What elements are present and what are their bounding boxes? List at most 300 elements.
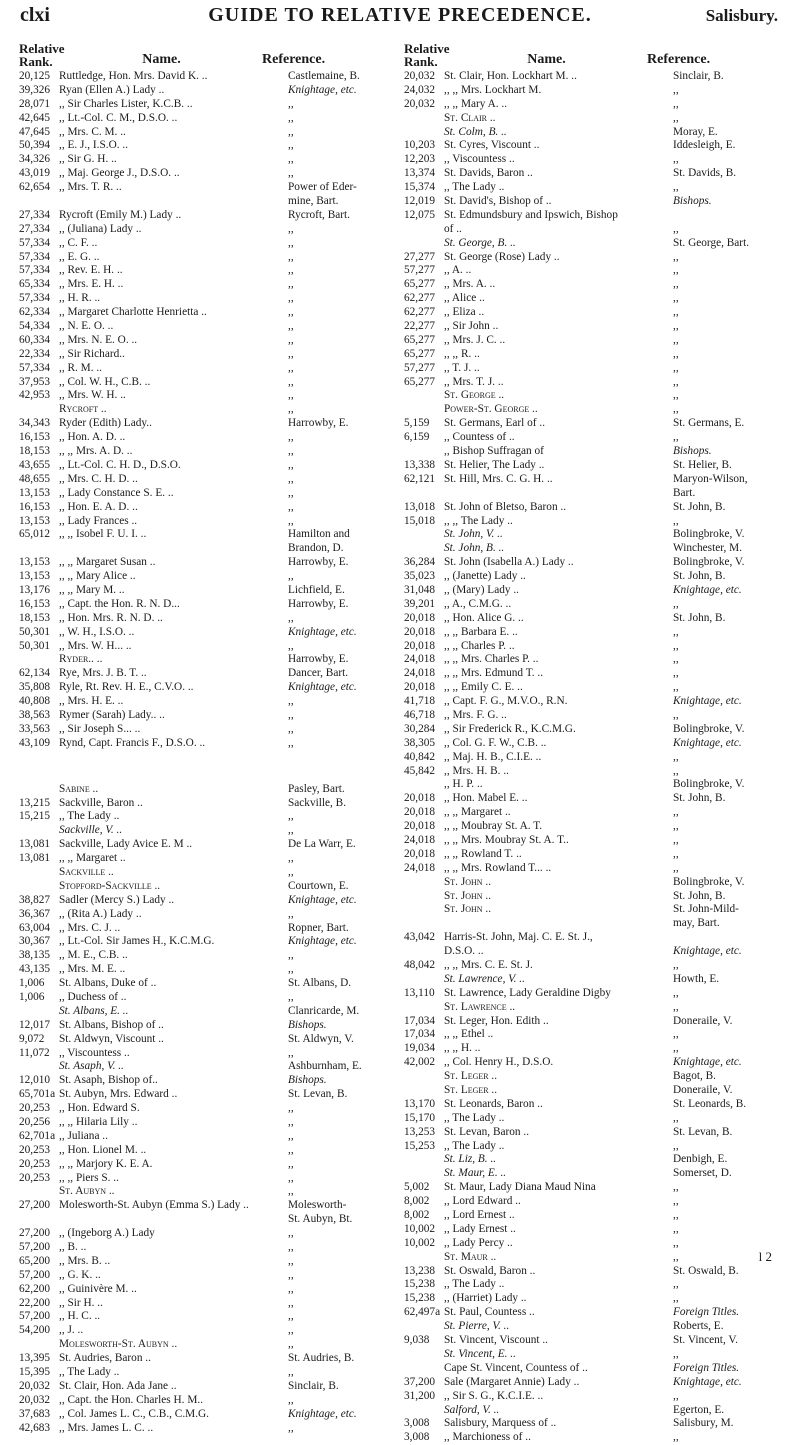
entry-row	[404, 917, 789, 931]
entry-reference: ,,	[288, 167, 294, 180]
entry-name: Cape St. Vincent, Countess of ..	[444, 1361, 588, 1374]
entry-row	[19, 126, 404, 140]
rank-value: 57,277	[404, 264, 436, 277]
entry-row	[19, 320, 404, 334]
rank-value: 33,563	[19, 722, 51, 735]
entry-reference: ,,	[673, 403, 679, 416]
entry-reference: ,,	[673, 264, 679, 277]
entry-reference: Courtown, E.	[288, 879, 349, 892]
rank-value: 13,395	[19, 1352, 51, 1365]
rank-value: 12,017	[19, 1018, 51, 1031]
entry-row	[19, 1324, 404, 1338]
rank-value	[404, 1251, 444, 1265]
entry-row	[404, 348, 789, 362]
entry-name: ,, The Lady ..	[444, 1278, 505, 1291]
page-header	[0, 0, 800, 28]
entry-name: ,, ,, Mary Alice ..	[59, 570, 136, 583]
entry-name: ,, Mrs. C. J. ..	[59, 921, 121, 934]
entry-row	[19, 737, 404, 751]
entry-row	[404, 84, 789, 98]
entry-reference: ,,	[288, 139, 294, 152]
entry-reference: ,,	[288, 1129, 294, 1142]
entry-row	[404, 1348, 789, 1362]
entry-reference: Knightage, etc.	[288, 681, 357, 694]
entry-row	[404, 153, 789, 167]
entry-name: ,, Sir Joseph S... ..	[59, 722, 141, 735]
entry-name: ,, Lady Ernest ..	[444, 1222, 516, 1235]
entry-row	[404, 334, 789, 348]
entry-row	[19, 824, 404, 838]
entry-name: ,, W. H., I.S.O. ..	[59, 625, 135, 638]
rank-value: 42,683	[19, 1421, 51, 1434]
entry-name: ,, Mrs. W. H. ..	[59, 389, 126, 402]
entry-reference: ,,	[288, 1282, 294, 1295]
entry-reference: ,,	[673, 625, 679, 638]
entry-reference: ,,	[673, 1209, 679, 1222]
entry-reference: ,,	[288, 570, 294, 583]
entry-row	[19, 403, 404, 417]
entry-name: ,, Mrs. N. E. O. ..	[59, 333, 138, 346]
rank-value: 17,034	[404, 1014, 436, 1027]
rank-value: 13,153	[19, 486, 51, 499]
entry-row	[19, 501, 404, 515]
rank-value: 12,075	[404, 208, 436, 221]
entry-name: ,, Mrs. J. C. ..	[444, 333, 506, 346]
rank-value: 17,034	[404, 1028, 436, 1041]
entry-reference: ,,	[288, 403, 294, 416]
entry-row	[19, 376, 404, 390]
rank-value: 22,334	[19, 347, 51, 360]
rank-value: 38,827	[19, 893, 51, 906]
entry-name: Ryder (Edith) Lady..	[59, 417, 152, 430]
rank-value: 46,718	[404, 708, 436, 721]
entry-row	[404, 834, 789, 848]
rank-value: 63,004	[19, 921, 51, 934]
entry-reference: ,,	[673, 1042, 679, 1055]
entry-reference: St. John, B.	[673, 792, 726, 805]
entry-reference: ,,	[673, 681, 679, 694]
entry-reference: ,,	[673, 1028, 679, 1041]
entry-name: ,, Bishop Suffragan of	[444, 445, 544, 458]
entry-name: ,, Juliana ..	[59, 1129, 108, 1142]
entry-name: St. Leonards, Baron ..	[444, 1097, 543, 1110]
entry-row	[19, 195, 404, 209]
entry-name: ,, ,, Emily C. E. ..	[444, 681, 523, 694]
entry-row	[19, 459, 404, 473]
rank-value: 20,018	[404, 639, 436, 652]
entry-reference: St. John-Mild-	[673, 903, 739, 916]
entry-name: Rycroft ..	[59, 403, 107, 416]
entry-row	[19, 334, 404, 348]
entry-reference: ,,	[673, 222, 679, 235]
name-header: Name.	[527, 52, 566, 67]
entry-row	[404, 653, 789, 667]
entry-name: St. Maur ..	[444, 1250, 497, 1263]
entry-row	[19, 1088, 404, 1102]
entry-row	[404, 1237, 789, 1251]
entry-row	[404, 584, 789, 598]
entry-name: Sackville, V. ..	[59, 824, 123, 837]
entry-reference: ,,	[673, 1278, 679, 1291]
entry-reference: ,,	[288, 236, 294, 249]
entry-row	[404, 459, 789, 473]
entry-row	[404, 1292, 789, 1306]
entry-reference: Bagot, B.	[673, 1070, 716, 1083]
entry-reference: ,,	[673, 347, 679, 360]
entry-row	[19, 810, 404, 824]
entry-name: Rye, Mrs. J. B. T. ..	[59, 667, 147, 680]
rank-value: 37,953	[19, 375, 51, 388]
spacer	[19, 751, 404, 759]
rank-value: 20,253	[19, 1171, 51, 1184]
rank-value	[404, 237, 444, 251]
entry-reference: ,,	[673, 861, 679, 874]
rank-value: 12,019	[404, 195, 436, 208]
entry-row	[19, 1102, 404, 1116]
entry-row	[404, 1140, 789, 1154]
entry-reference: St. George, Bart.	[673, 236, 750, 249]
rank-value: 31,200	[404, 1389, 436, 1402]
entry-row	[404, 1404, 789, 1418]
entry-reference: St. John, B.	[673, 570, 726, 583]
rank-value: 5,159	[404, 417, 430, 430]
entry-name: ,, Mrs. B. ..	[59, 1254, 111, 1267]
entry-name: ,, Hon. Edward S.	[59, 1102, 140, 1115]
entry-name: ,, ,, Margaret ..	[59, 852, 126, 865]
entry-reference: ,,	[673, 708, 679, 721]
entry-name: ,, Mrs. A. ..	[444, 278, 496, 291]
rank-value: 16,153	[19, 431, 51, 444]
entry-row	[19, 1241, 404, 1255]
entry-row	[19, 292, 404, 306]
entry-reference: ,,	[673, 1000, 679, 1013]
entry-reference: ,,	[288, 97, 294, 110]
entry-reference: ,,	[288, 278, 294, 291]
entry-reference: Knightage, etc.	[288, 83, 357, 96]
entry-row	[404, 1265, 789, 1279]
entry-row	[404, 209, 789, 223]
rank-value	[19, 1213, 59, 1227]
entry-name: ,, ,, Mary A. ..	[444, 97, 508, 110]
entry-name: ,, Guinivère M. ..	[59, 1282, 137, 1295]
entry-name: ,, Lt.-Col. C. H. D., D.S.O.	[59, 458, 181, 471]
entry-name: ,, A., C.M.G. ..	[444, 597, 512, 610]
entry-row	[19, 598, 404, 612]
entry-reference: St. Audries, B.	[288, 1352, 355, 1365]
entry-reference: St. Aubyn, Bt.	[288, 1213, 353, 1226]
entry-name: Rycroft (Emily M.) Lady ..	[59, 208, 182, 221]
rank-value: 39,326	[19, 83, 51, 96]
entry-row	[19, 1269, 404, 1283]
entry-row	[404, 890, 789, 904]
entry-name	[444, 487, 673, 501]
entry-row	[404, 945, 789, 959]
entry-row	[19, 153, 404, 167]
entry-name: ,, (Juliana) Lady ..	[59, 222, 142, 235]
rank-value: 20,032	[404, 97, 436, 110]
entry-row	[19, 653, 404, 667]
entry-name: ,, H. C. ..	[59, 1310, 101, 1323]
entry-reference: St. Leonards, B.	[673, 1097, 747, 1110]
entry-reference: ,,	[673, 833, 679, 846]
rank-value: 62,334	[19, 306, 51, 319]
entry-name: ,, Lt.-Col. C. M., D.S.O. ..	[59, 111, 178, 124]
entry-name: St. Germans, Earl of ..	[444, 417, 546, 430]
entry-reference: ,,	[673, 653, 679, 666]
entry-reference: ,,	[288, 1102, 294, 1115]
entry-name: St. Leger ..	[444, 1070, 498, 1083]
entry-name: ,, Countess of ..	[444, 431, 515, 444]
entry-row	[404, 167, 789, 181]
rank-value	[404, 1348, 444, 1362]
rank-value: 22,200	[19, 1296, 51, 1309]
entry-row	[19, 306, 404, 320]
entry-name: Sabine ..	[59, 782, 99, 795]
entry-name: St. George (Rose) Lady ..	[444, 250, 560, 263]
entry-row	[404, 681, 789, 695]
entry-name: ,, Col. W. H., C.B. ..	[59, 375, 151, 388]
entry-row	[19, 612, 404, 626]
entry-row	[404, 445, 789, 459]
entry-name: of ..	[444, 222, 462, 235]
entry-name: ,, J. ..	[59, 1324, 84, 1337]
entry-row	[404, 612, 789, 626]
entry-row	[19, 1158, 404, 1172]
rank-value: 57,334	[19, 264, 51, 277]
entry-reference: St. John, B.	[673, 889, 726, 902]
entry-name	[59, 195, 288, 209]
entry-reference: ,,	[288, 611, 294, 624]
rank-value: 13,110	[404, 986, 435, 999]
rank-value: 22,277	[404, 320, 436, 333]
entry-row	[404, 181, 789, 195]
entry-name: ,, ,, Mrs. C. E. St. J.	[444, 959, 533, 971]
entry-reference: ,,	[288, 111, 294, 124]
entry-reference: Knightage, etc.	[288, 893, 357, 906]
entry-name: ,, Hon. E. A. D. ..	[59, 500, 138, 513]
entry-name: St. Maur, E. ..	[444, 1167, 507, 1180]
entry-name: ,, Mrs. H. B. ..	[444, 764, 509, 777]
rank-value: 13,081	[19, 852, 51, 865]
entry-reference: ,,	[288, 1143, 294, 1156]
rank-value: 65,277	[404, 333, 436, 346]
rank-value: 18,153	[19, 611, 51, 624]
rank-value: 19,034	[404, 1042, 436, 1055]
rank-value	[404, 917, 444, 931]
rank-value: 1,006	[19, 991, 45, 1003]
entry-reference: ,,	[288, 1296, 294, 1309]
entry-reference: ,,	[288, 389, 294, 402]
entry-reference: ,,	[673, 959, 679, 971]
entry-name: St. Leger, Hon. Edith ..	[444, 1014, 549, 1027]
entry-row	[19, 1394, 404, 1408]
entry-reference: Bart.	[673, 486, 696, 499]
entry-row	[404, 223, 789, 237]
entry-name: ,, ,, Margaret ..	[444, 806, 511, 819]
entry-name: ,, Mrs. W. H... ..	[59, 639, 132, 652]
entry-name: Sackville, Baron ..	[59, 796, 143, 809]
rank-value: 24,032	[404, 83, 436, 96]
rank-value	[404, 1362, 444, 1376]
entry-name: Sale (Margaret Annie) Lady ..	[444, 1375, 580, 1388]
entry-reference: St. Levan, B.	[288, 1088, 348, 1101]
right-column	[404, 32, 789, 1445]
entry-reference: St. Levan, B.	[673, 1125, 733, 1138]
left-column	[19, 32, 404, 1436]
entry-name: Ryder.. ..	[59, 653, 103, 666]
entry-row	[19, 1213, 404, 1227]
entry-reference: ,,	[673, 597, 679, 610]
entry-reference: ,,	[673, 986, 679, 999]
entry-reference: Knightage, etc.	[673, 583, 742, 596]
entry-name: Salford, V. ..	[444, 1403, 500, 1416]
entry-name: St. Paul, Countess ..	[444, 1306, 535, 1319]
entry-reference: ,,	[288, 1324, 294, 1337]
rank-value	[19, 653, 59, 667]
entry-row	[404, 931, 789, 945]
entry-name: St. Clair ..	[444, 111, 496, 124]
entry-reference: ,,	[673, 97, 679, 110]
entry-row	[404, 1112, 789, 1126]
rank-value	[19, 1185, 59, 1199]
rank-value	[19, 403, 59, 417]
entry-row	[19, 1116, 404, 1130]
entry-row	[19, 487, 404, 501]
entry-name: ,, Capt. the Hon. R. N. D...	[59, 597, 180, 610]
entry-reference: St. Vincent, V.	[673, 1334, 738, 1347]
rank-value: 34,326	[19, 153, 51, 166]
entry-reference: Harrowby, E.	[288, 417, 349, 430]
rank-value: 38,563	[19, 708, 51, 721]
rank-value: 35,808	[19, 681, 51, 694]
entry-row	[19, 1144, 404, 1158]
entry-name: ,, ,, Mrs. Lockhart M.	[444, 83, 542, 96]
entry-row	[404, 320, 789, 334]
entry-reference: Knightage, etc.	[673, 945, 742, 958]
entry-row	[404, 195, 789, 209]
rank-value: 27,334	[19, 208, 51, 221]
entry-reference: ,,	[288, 514, 294, 527]
entry-name: ,, ,, Hilaria Lily ..	[59, 1116, 138, 1129]
entry-name: ,, ,, Marjory K. E. A.	[59, 1157, 153, 1170]
entry-row	[19, 389, 404, 403]
rank-value: 65,277	[404, 347, 436, 360]
entry-name: ,, ,, Moubray St. A. T.	[444, 820, 543, 833]
rank-value: 57,334	[19, 292, 51, 305]
entry-row	[404, 1195, 789, 1209]
rank-value	[404, 528, 444, 542]
entry-reference: ,,	[673, 1250, 679, 1263]
entry-name: ,, C. F. ..	[59, 236, 98, 249]
entry-reference: Bolingbroke, V.	[673, 778, 745, 791]
entry-name: ,, The Lady ..	[444, 1139, 505, 1152]
entry-row	[404, 667, 789, 681]
rank-value: 43,042	[404, 931, 436, 944]
entry-name: St. Edmundsbury and Ipswich, Bishop	[444, 208, 618, 221]
entry-reference: ,,	[673, 1181, 679, 1194]
entry-reference: Egerton, E.	[673, 1403, 725, 1416]
entry-row	[404, 542, 789, 556]
rank-value	[404, 223, 444, 237]
right-entries	[404, 70, 789, 1445]
entry-name: St. Aubyn ..	[59, 1185, 115, 1198]
entry-row	[19, 139, 404, 153]
entry-row	[19, 709, 404, 723]
entry-reference: ,,	[288, 639, 294, 652]
entry-reference: ,,	[288, 222, 294, 235]
rank-value: 48,042	[404, 959, 436, 971]
rank-value: 13,153	[19, 570, 51, 583]
entry-reference: St. Oswald, B.	[673, 1264, 739, 1277]
entry-reference: ,,	[288, 347, 294, 360]
entry-reference: ,,	[288, 458, 294, 471]
entry-name: ,, Mrs. James L. C. ..	[59, 1421, 154, 1434]
rank-value: 60,334	[19, 333, 51, 346]
entry-row	[404, 139, 789, 153]
entry-reference: St. John, B.	[673, 500, 726, 513]
entry-row	[404, 1042, 789, 1056]
entry-name: St. Audries, Baron ..	[59, 1352, 151, 1365]
rank-value: 20,018	[404, 792, 436, 805]
entry-row	[404, 820, 789, 834]
entry-name: ,, Viscountess ..	[59, 1046, 130, 1059]
rank-value: 20,032	[19, 1393, 51, 1406]
entry-name: ,, Mrs. F. G. ..	[444, 708, 507, 721]
entry-name: Harris-St. John, Maj. C. E. St. J.,	[444, 931, 593, 944]
rank-value	[404, 112, 444, 126]
reference-header: Reference.	[647, 52, 711, 67]
rank-value: 48,655	[19, 472, 51, 485]
entry-name: ,, Lady Constance S. E. ..	[59, 486, 174, 499]
entry-reference: ,,	[673, 320, 679, 333]
entry-name: Salisbury, Marquess of ..	[444, 1417, 557, 1430]
entry-name: Molesworth-St. Aubyn ..	[59, 1338, 178, 1351]
entry-reference: Knightage, etc.	[288, 935, 357, 948]
rank-value: 20,125	[19, 70, 51, 82]
rank-value: 13,081	[19, 838, 51, 851]
entry-reference: Somerset, D.	[673, 1167, 732, 1180]
entry-name: ,, Mrs. T. R. ..	[59, 181, 122, 194]
entry-name: ,, Sir G. H. ..	[59, 153, 117, 166]
entry-row	[19, 963, 404, 977]
entry-name: Ruttledge, Hon. Mrs. David K. ..	[59, 70, 208, 82]
entry-row	[19, 473, 404, 487]
entry-row	[19, 362, 404, 376]
entry-reference: Molesworth-	[288, 1199, 347, 1212]
entry-row	[404, 515, 789, 529]
entry-name: ,, (Harriet) Lady ..	[444, 1292, 527, 1305]
entry-name: St. Albans, Duke of ..	[59, 977, 157, 990]
entry-row	[404, 1070, 789, 1084]
entry-reference: ,,	[288, 708, 294, 721]
entry-name: ,, ,, Piers S. ..	[59, 1171, 119, 1184]
entry-name: ,, The Lady ..	[59, 810, 120, 823]
entry-row	[19, 209, 404, 223]
entry-row	[404, 417, 789, 431]
entry-row	[404, 403, 789, 417]
rank-value: 13,176	[19, 583, 51, 596]
entry-reference: Power of Eder-	[288, 181, 357, 194]
rank-value: 20,253	[19, 1157, 51, 1170]
entry-reference: Knightage, etc.	[673, 1375, 742, 1388]
entry-name: St. Levan, Baron ..	[444, 1125, 530, 1138]
entry-reference: Bishops.	[673, 195, 712, 208]
signature-mark: l 2	[758, 1249, 772, 1264]
entry-reference: ,,	[673, 181, 679, 194]
rank-value: 28,071	[19, 97, 51, 110]
rank-value: 8,002	[404, 1209, 430, 1222]
entry-reference: ,,	[673, 847, 679, 860]
